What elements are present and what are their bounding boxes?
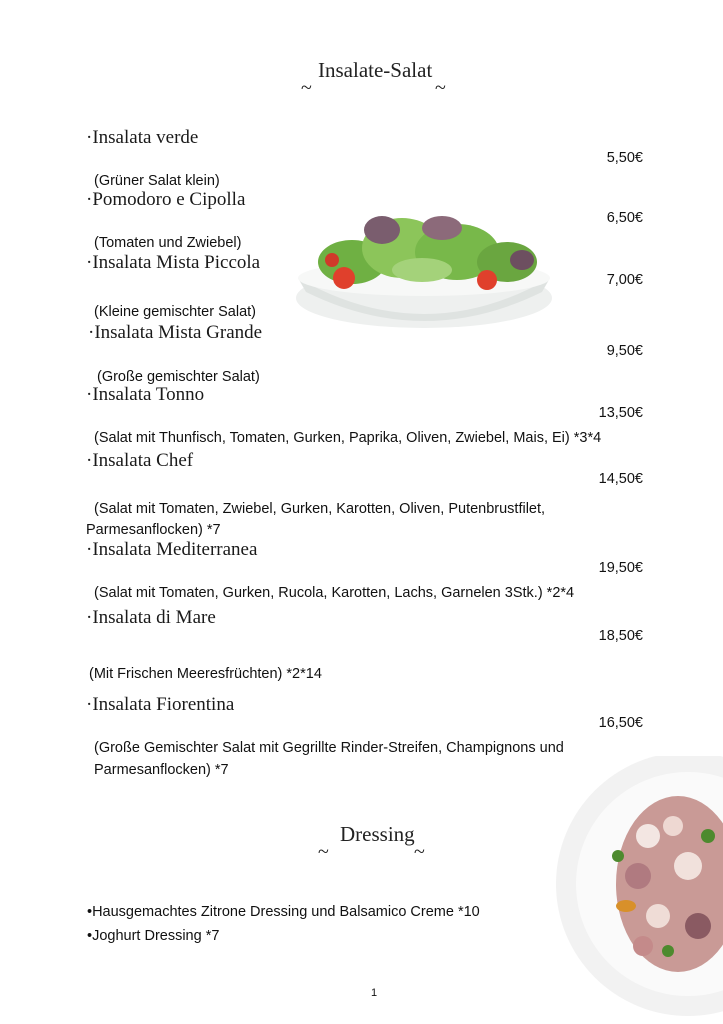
menu-item-description: (Große Gemischter Salat mit Gegrillte Rinder-Streifen, Champignons und	[94, 740, 564, 756]
menu-item-price: 5,50€	[606, 150, 643, 166]
menu-item-description: (Tomaten und Zwiebel)	[94, 235, 242, 251]
dressing-title: Dressing	[340, 822, 415, 846]
tilde-ornament-right: ~	[414, 841, 425, 863]
menu-item-name: ·Insalata Mista Piccola	[86, 252, 261, 273]
menu-item-price: 6,50€	[606, 210, 643, 226]
menu-item-price: 19,50€	[598, 560, 643, 576]
menu-item-price: 18,50€	[598, 628, 643, 644]
menu-item-name: ·Insalata Fiorentina	[86, 694, 235, 715]
menu-item-price: 9,50€	[606, 343, 643, 359]
menu-item-description: (Mit Frischen Meeresfrüchten) *2*14	[89, 666, 322, 682]
salad-bowl-image	[292, 200, 557, 335]
menu-item-name: ·Insalata Chef	[86, 450, 194, 471]
menu-item-description: Parmesanflocken) *7	[94, 762, 229, 778]
tilde-ornament-right: ~	[435, 77, 446, 99]
menu-item-name: ·Pomodoro e Cipolla	[86, 189, 246, 210]
menu-item-price: 16,50€	[598, 715, 643, 731]
menu-item-name: ·Insalata di Mare	[86, 607, 216, 628]
section-title: Insalate-Salat	[318, 58, 433, 82]
tilde-ornament-left: ~	[318, 841, 329, 863]
dressing-item: •Hausgemachtes Zitrone Dressing und Balsamico Creme *10	[87, 904, 480, 920]
menu-item-description: Parmesanflocken) *7	[86, 522, 221, 538]
menu-item-description: (Salat mit Thunfisch, Tomaten, Gurken, Paprika, Oliven, Zwiebel, Mais, Ei) *3*4	[94, 430, 602, 446]
menu-item-description: (Salat mit Tomaten, Gurken, Rucola, Karotten, Lachs, Garnelen 3Stk.) *2*4	[94, 585, 575, 601]
menu-item-description: (Große gemischter Salat)	[97, 369, 260, 385]
seafood-salad-plate-image	[548, 756, 723, 1016]
menu-item-description: (Salat mit Tomaten, Zwiebel, Gurken, Karotten, Oliven, Putenbrustfilet,	[94, 501, 546, 517]
tilde-ornament-left: ~	[301, 77, 312, 99]
menu-item-name: ·Insalata Tonno	[86, 384, 205, 405]
page-number: 1	[371, 987, 378, 999]
menu-item-name: ·Insalata verde	[86, 127, 199, 148]
menu-item-name: ·Insalata Mediterranea	[86, 539, 258, 560]
menu-item-price: 14,50€	[598, 471, 643, 487]
menu-item-name: ·Insalata Mista Grande	[88, 322, 263, 343]
menu-item-description: (Kleine gemischter Salat)	[94, 304, 256, 320]
menu-item-price: 7,00€	[606, 272, 643, 288]
menu-item-description: (Grüner Salat klein)	[94, 173, 220, 189]
dressing-item: •Joghurt Dressing *7	[87, 928, 220, 944]
menu-item-price: 13,50€	[598, 405, 643, 421]
